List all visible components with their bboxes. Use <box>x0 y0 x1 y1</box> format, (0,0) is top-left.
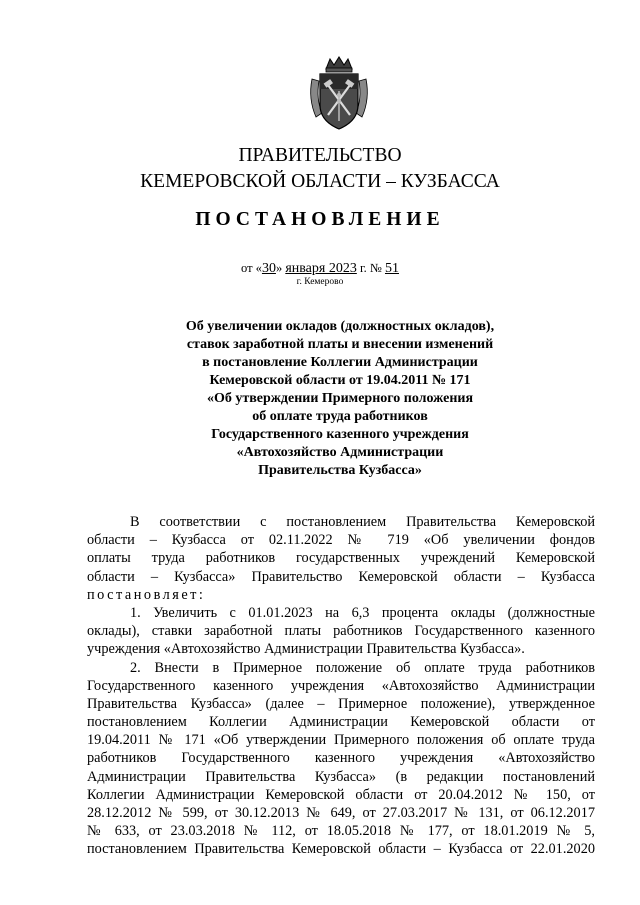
body-line: работников Государственного казенного учреждения «Автохозяйство <box>87 750 595 767</box>
body-line: 2. Внести в Примерное положение об оплате труда работников <box>130 659 595 676</box>
title-line: «Автохозяйство Администрации <box>236 445 444 460</box>
body-line: Правительства Кузбасса» (далее – Примерное положение), утвержденное <box>87 695 595 712</box>
body-line: Государственного казенного учреждения «Автохозяйство Администрации <box>87 677 595 694</box>
document-number: 51 <box>384 261 399 276</box>
title-line: «Об утверждении Примерного положения <box>206 391 474 406</box>
document-title <box>160 318 520 480</box>
body-line-resolution-word: постановляет: <box>87 586 206 603</box>
document-body <box>87 513 595 859</box>
body-line: области – Кузбасса от 02.11.2022 № 719 «Об увеличении фондов <box>87 532 595 549</box>
government-name-line2: КЕМЕРОВСКОЙ ОБЛАСТИ – КУЗБАССА <box>140 171 500 192</box>
body-line: учреждения «Автохозяйство Администрации Правительства Кузбасса». <box>87 641 525 658</box>
body-line: № 633, от 23.03.2018 № 112, от 18.05.2018 № 177, от 18.01.2019 № 5, <box>87 823 595 840</box>
date-day: 30 <box>261 261 276 276</box>
body-line: оклады), ставки заработной платы работников Государственного казенного <box>87 623 595 640</box>
date-prefix: от « <box>241 261 262 275</box>
coat-of-arms-emblem <box>306 55 372 131</box>
body-line: 28.12.2012 № 599, от 30.12.2013 № 649, от 27.03.2017 № 131, от 06.12.2017 <box>87 805 595 821</box>
title-line: Об увеличении окладов (должностных окладов), <box>185 319 495 334</box>
body-line: Администрации Правительства Кузбасса» (в редакции постановлений <box>87 768 595 785</box>
title-line: в постановление Коллегии Администрации <box>202 355 478 370</box>
body-line: 1. Увеличить с 01.01.2023 на 6,3 процента оклады (должностные <box>130 604 595 621</box>
body-line: постановлением Правительства Кемеровской области – Кузбасса от 22.01.2020 <box>87 841 595 858</box>
body-line: оплаты труда работников государственных учреждений Кемеровской <box>87 550 595 567</box>
title-line: Государственного казенного учреждения <box>211 427 469 442</box>
government-name-line1: ПРАВИТЕЛЬСТВО <box>238 145 402 166</box>
city-name: г. Кемерово <box>296 277 344 287</box>
title-line: об оплате труда работников <box>252 409 428 424</box>
title-line: Кемеровской области от 19.04.2011 № 171 <box>209 373 471 388</box>
body-line: области – Кузбасса» Правительство Кемеровской области – Кузбасса <box>87 568 595 585</box>
document-date-line <box>0 261 640 277</box>
title-line: ставок заработной платы и внесении изменений <box>186 337 494 352</box>
date-month-year: января 2023 <box>285 261 357 276</box>
title-line: Правительства Кузбасса» <box>258 463 422 478</box>
date-suffix: г. № <box>359 261 382 275</box>
body-line: 19.04.2011 № 171 «Об утверждении Примерного положения об оплате труда <box>87 732 595 749</box>
date-mid: » <box>275 261 283 275</box>
body-line: Коллегии Администрации Кемеровской области от 20.04.2012 № 150, от <box>87 786 595 803</box>
body-line: В соответствии с постановлением Правительства Кемеровской <box>130 514 595 530</box>
document-type-heading: ПОСТАНОВЛЕНИЕ <box>195 209 445 230</box>
body-line: постановлением Коллегии Администрации Кемеровской области от <box>87 714 595 731</box>
